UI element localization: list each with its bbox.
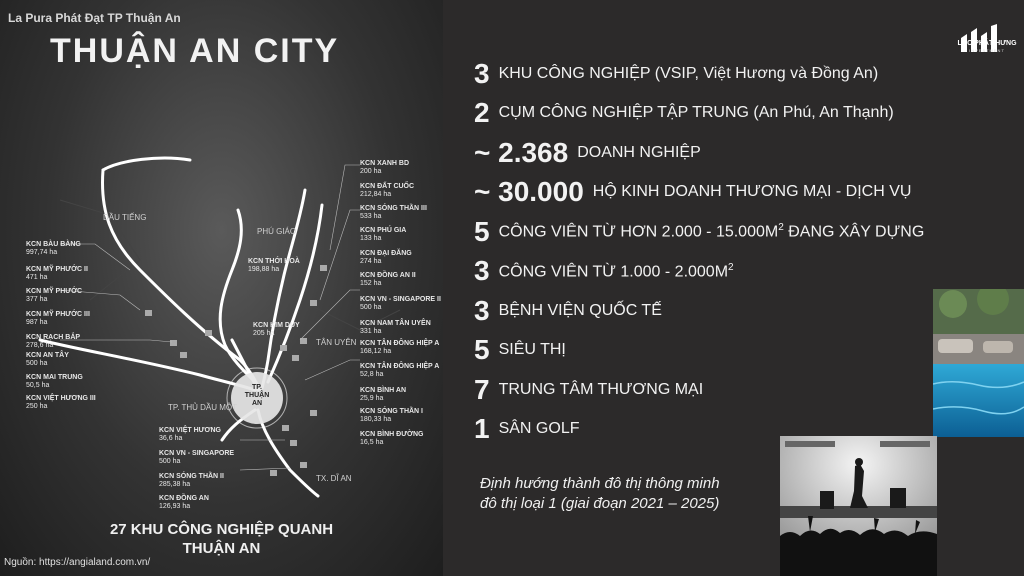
slide-title: THUẬN AN CITY: [50, 32, 340, 70]
region-phu-giao: PHÚ GIÁO: [257, 227, 297, 236]
slide-subtitle: La Pura Phát Đạt TP Thuận An: [8, 11, 181, 25]
source-link[interactable]: Nguồn: https://angialand.com.vn/: [4, 557, 151, 568]
stat-item: 3 KHU CÔNG NGHIỆP (VSIP, Việt Hương và Đồng An): [474, 57, 879, 89]
zone-label: KCN VN - SINGAPORE 500 ha: [159, 450, 235, 465]
zone-label: KCN SÓNG THẦN I 180,33 ha: [360, 408, 423, 423]
region-dau-tieng: DẦU TIẾNG: [103, 213, 147, 222]
zone-label: KCN TÂN ĐÔNG HIỆP A 168,12 ha: [360, 340, 440, 355]
zone-label: KCN BÌNH ĐƯỜNG 16,5 ha: [360, 431, 424, 446]
zone-label: KCN MỸ PHƯỚC III 987 ha: [26, 311, 90, 326]
zone-label: KCN VIỆT HƯƠNG III 250 ha: [26, 395, 96, 410]
stat-item: ~ 2.368 DOANH NGHIỆP: [474, 136, 701, 168]
center-label: TP. THUẬN AN: [244, 384, 270, 407]
zone-label: KCN MAI TRUNG 50,5 ha: [26, 374, 83, 389]
pool-photo: [933, 289, 1024, 437]
zone-label: KCN TÂN ĐÔNG HIỆP A 52,8 ha: [360, 363, 440, 378]
zone-label: KCN ĐẤT CUỐC 212,84 ha: [360, 183, 415, 198]
zone-label: KCN ĐỒNG AN II 152 ha: [360, 272, 416, 287]
zone-label: KCN BÀU BÀNG 997,74 ha: [26, 241, 81, 256]
stat-item: ~ 30.000 HỘ KINH DOANH THƯƠNG MẠI - DỊCH VỤ: [474, 176, 912, 208]
zone-label: KCN RẠCH BẮP 278,6 ha: [26, 334, 81, 349]
zone-label: KCN MỸ PHƯỚC 377 ha: [26, 288, 83, 303]
development-note: Định hướng thành đô thị thông minh đô thị loại 1 (giai đoạn 2021 – 2025): [480, 475, 720, 512]
zone-label: KCN ĐẠI ĐĂNG 274 ha: [360, 250, 412, 265]
stat-item: 7 TRUNG TÂM THƯƠNG MẠI: [474, 373, 704, 405]
region-di-an: TX. DĨ AN: [316, 474, 352, 483]
logo-name: LỘC PHÁT HƯNG: [957, 40, 1017, 47]
zone-label: KCN MỸ PHƯỚC II 471 ha: [26, 266, 88, 281]
stat-item: 3 BỆNH VIỆN QUỐC TẾ: [474, 294, 662, 326]
stat-item: 5 CÔNG VIÊN TỪ HƠN $2.000 - 15.000M^2$ ĐANG XÂY DỰNG: [474, 215, 925, 247]
concert-photo: [780, 436, 937, 576]
stat-item: 1 SÂN GOLF: [474, 413, 580, 445]
zone-label: KCN KIM DUY 205 ha: [253, 322, 300, 337]
map-caption: 27 KHU CÔNG NGHIỆP QUANH THUẬN AN: [109, 521, 334, 557]
map-panel: [0, 0, 443, 576]
zone-label: KCN THỚI HOÀ 198,88 ha: [248, 258, 300, 273]
stat-item: 2 CỤM CÔNG NGHIỆP TẬP TRUNG (An Phú, An Thạnh): [474, 97, 894, 129]
stat-item: 5 SIÊU THỊ: [474, 334, 566, 366]
zone-label: KCN SÓNG THẦN III 533 ha: [360, 205, 427, 220]
zone-label: KCN PHÚ GIA 133 ha: [360, 227, 407, 242]
zone-label: KCN SÓNG THẦN II 285,38 ha: [159, 473, 224, 488]
logo-sub: INVESTMENT: [969, 48, 1005, 53]
zone-label: KCN NAM TÂN UYÊN 331 ha: [360, 320, 431, 335]
zone-label: KCN ĐỒNG AN 126,93 ha: [159, 495, 209, 510]
region-tan-uyen: TÂN UYÊN: [316, 338, 357, 347]
zone-label: KCN VIỆT HƯƠNG 36,6 ha: [159, 427, 221, 442]
zone-label: KCN VN - SINGAPORE II 500 ha: [360, 296, 441, 311]
zone-label: KCN XANH BD 200 ha: [360, 160, 409, 175]
company-logo-icon: [953, 14, 1017, 64]
zone-label: KCN AN TÂY 500 ha: [26, 352, 69, 367]
stats-list: [474, 54, 924, 449]
zone-label: KCN BÌNH AN 25,9 ha: [360, 387, 407, 402]
region-thu-dau-mot: TP. THỦ DẦU MỘT: [168, 403, 238, 412]
stat-item: 3 CÔNG VIÊN TỪ $1.000 - 2.000M^2$: [474, 255, 734, 287]
